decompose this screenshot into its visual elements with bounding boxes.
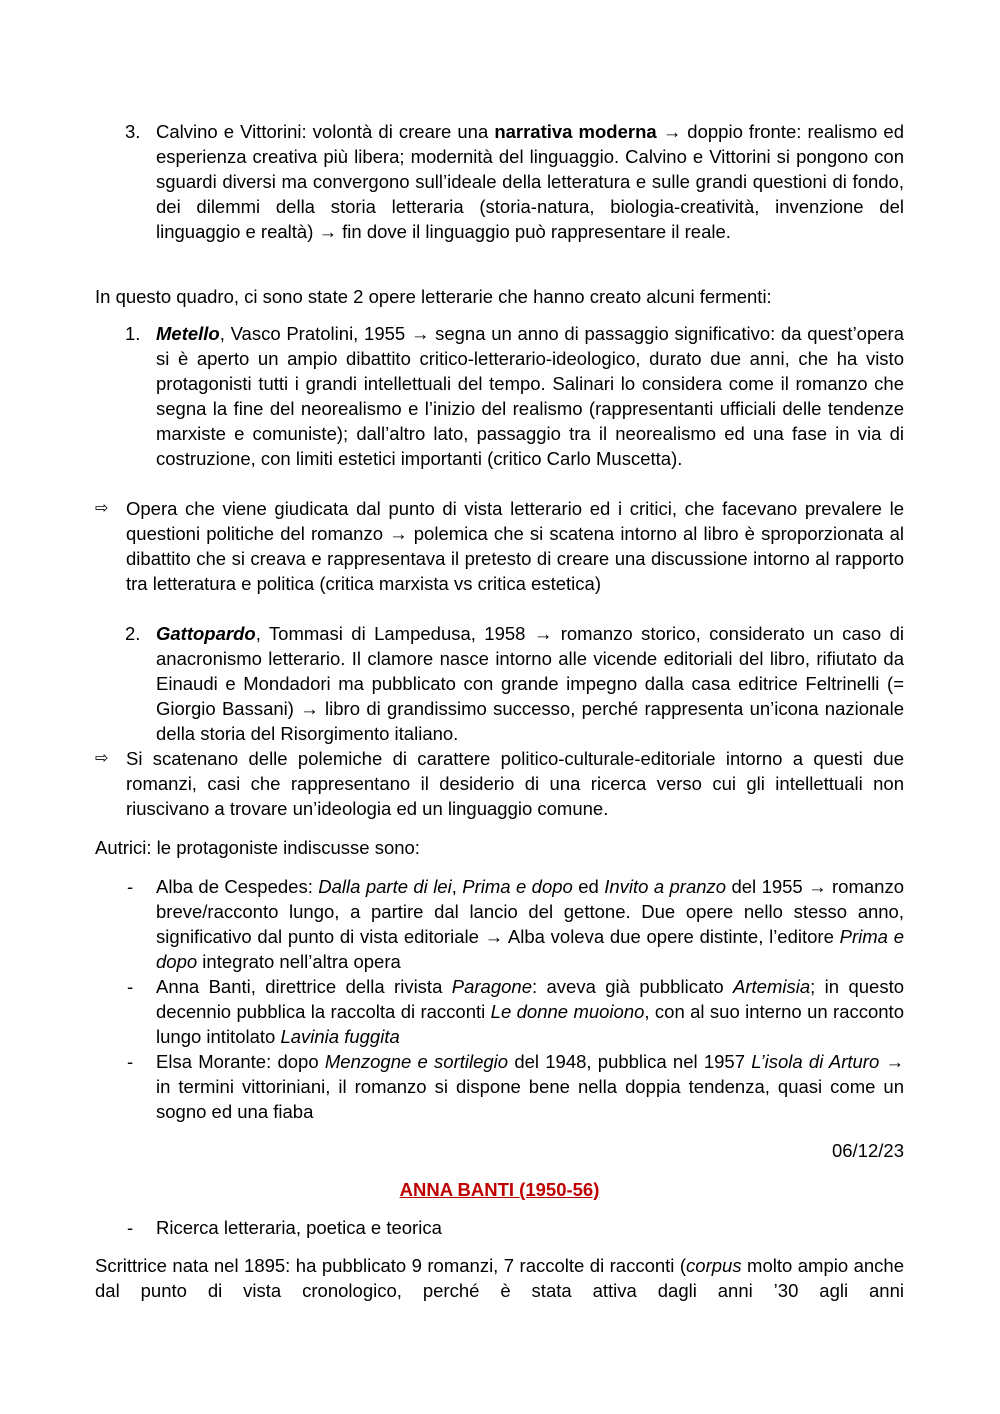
text-run: ,: [451, 876, 463, 897]
text-run: Scrittrice nata nel 1895: ha pubblicato 9 romanzi, 7 raccolte di racconti (: [95, 1255, 687, 1276]
work-title: Paragone: [451, 976, 532, 997]
text-run: molto ampio anche dal punto di vista cronologico, perché è stata attiva dagli anni ’30 agli anni: [95, 1255, 904, 1301]
dash-bullet: -: [127, 1051, 134, 1072]
text-run: integrato nell’altra opera: [197, 951, 401, 972]
text-run: Calvino e Vittorini: volontà di creare una: [156, 121, 495, 142]
list-item-metello: [156, 321, 904, 471]
work-title: L’isola di Arturo: [751, 1051, 880, 1072]
text-run: ; in questo decennio pubblica la raccolta di racconti: [156, 976, 904, 1022]
paragraph-authors-intro: Autrici: le protagoniste indiscusse sono:: [95, 837, 420, 858]
list-number: 2.: [125, 623, 141, 644]
dash-bullet: -: [127, 976, 134, 997]
dash-bullet: -: [127, 1217, 134, 1238]
text-run: , con al suo interno un racconto lungo intitolato: [156, 1001, 904, 1047]
arrow-bullet-icon: ⇨: [95, 750, 109, 767]
paragraph-intro-works: In questo quadro, ci sono state 2 opere letterarie che hanno creato alcuni fermenti:: [95, 286, 772, 307]
text-run: , Tommasi di Lampedusa, 1958 → romanzo storico, considerato un caso di anacronismo letterario. Il clamore nasce intorno alle vicende editoriali del libro, rifiutato da Einaudi e Mondadori ma pubblicato con grande impegno dalla casa editrice Feltrinelli (= Giorgio Bassani) → libro di grandissimo successo, perché rappresenta un’icona nazionale della storia del Risorgimento italiano.: [156, 623, 904, 744]
list-item-research: Ricerca letteraria, poetica e teorica: [156, 1217, 442, 1238]
text-run: , Vasco Pratolini, 1955 → segna un anno di passaggio significativo: da quest’opera si è aperto un ampio dibattito critico-letterario-ideologico, durato due anni, che ha visto protagonisti tutti i grandi intellettuali del tempo. Salinari lo considera come il romanzo che segna la fine del neorealismo e l’inizio del realismo (rappresentanti ufficiali delle tendenze marxiste e comuniste); dall’altro lato, passaggio tra il neorealismo ed una fase in via di costruzione, con limiti estetici importanti (critico Carlo Muscetta).: [156, 323, 904, 469]
paragraph-banti-bio: [95, 1253, 904, 1303]
text-run: → in termini vittoriniani, il romanzo si dispone bene nella doppia tendenza, quasi come un sogno ed una fiaba: [156, 1051, 905, 1122]
work-title: Artemisia: [733, 976, 811, 997]
list-item-gattopardo: [156, 621, 904, 746]
list-item-calvino-vittorini: [156, 119, 904, 244]
work-title: Dalla parte di lei: [318, 876, 452, 897]
work-title: Menzogne e sortilegio: [324, 1051, 509, 1072]
text-run: Anna Banti, direttrice della rivista: [156, 976, 452, 997]
text-run: Elsa Morante: dopo: [156, 1051, 325, 1072]
work-title: Invito a pranzo: [604, 876, 727, 897]
italic-term: corpus: [686, 1255, 742, 1276]
arrow-item-polemics: Si scatenano delle polemiche di carattere politico-culturale-editoriale intorno a questi due romanzi, casi che rappresentano il desiderio di una ricerca verso cui gli intellettuali non riuscivano a trovare un’ideologia ed un linguaggio comune.: [126, 748, 904, 819]
text-run: del 1948, pubblica nel 1957: [508, 1051, 752, 1072]
bold-term: narrativa moderna: [494, 121, 657, 142]
section-heading: ANNA BANTI (1950-56): [399, 1179, 600, 1200]
text-run: Alba de Cespedes:: [156, 876, 319, 897]
list-item-elsa-morante: [156, 1049, 904, 1124]
date-stamp: 06/12/23: [831, 1140, 904, 1161]
work-title: Prima e dopo: [462, 876, 573, 897]
dash-bullet: -: [127, 876, 134, 897]
list-item-alba-de-cespedes: [156, 874, 904, 974]
arrow-bullet-icon: ⇨: [95, 500, 109, 517]
text-run: del 1955 → romanzo breve/racconto lungo, a partire dal lancio del gettone. Due opere nello stesso anno, significativo dal punto di vista editoriale → Alba voleva due opere distinte, l’editore: [156, 876, 905, 947]
work-title: Le donne muoiono: [490, 1001, 645, 1022]
text-run: : aveva già pubblicato: [531, 976, 734, 997]
work-title: Metello: [156, 323, 220, 344]
list-item-anna-banti: [156, 974, 904, 1049]
list-number: 3.: [125, 121, 141, 142]
list-number: 1.: [125, 323, 141, 344]
arrow-item-critics: Opera che viene giudicata dal punto di vista letterario ed i critici, che facevano prevalere le questioni politiche del romanzo → polemica che si scatena intorno al libro è sproporzionata al dibattito che si creava e rappresentava il pretesto di creare una discussione intorno al rapporto tra letteratura e politica (critica marxista vs critica estetica): [126, 498, 904, 594]
work-title: Gattopardo: [156, 623, 256, 644]
work-title: Prima e dopo: [156, 926, 904, 972]
text-run: ed: [572, 876, 605, 897]
text-run: → doppio fronte: realismo ed esperienza creativa più libera; modernità del linguaggio. Calvino e Vittorini si pongono con sguardi diversi ma convergono sull’ideale della letteratura e sulle grandi questioni di fondo, dei dilemmi della storia letteraria (storia-natura, biologia-creatività, invenzione del linguaggio e realtà) → fin dove il linguaggio può rappresentare il reale.: [156, 121, 904, 242]
work-title: Lavinia fuggita: [280, 1026, 400, 1047]
